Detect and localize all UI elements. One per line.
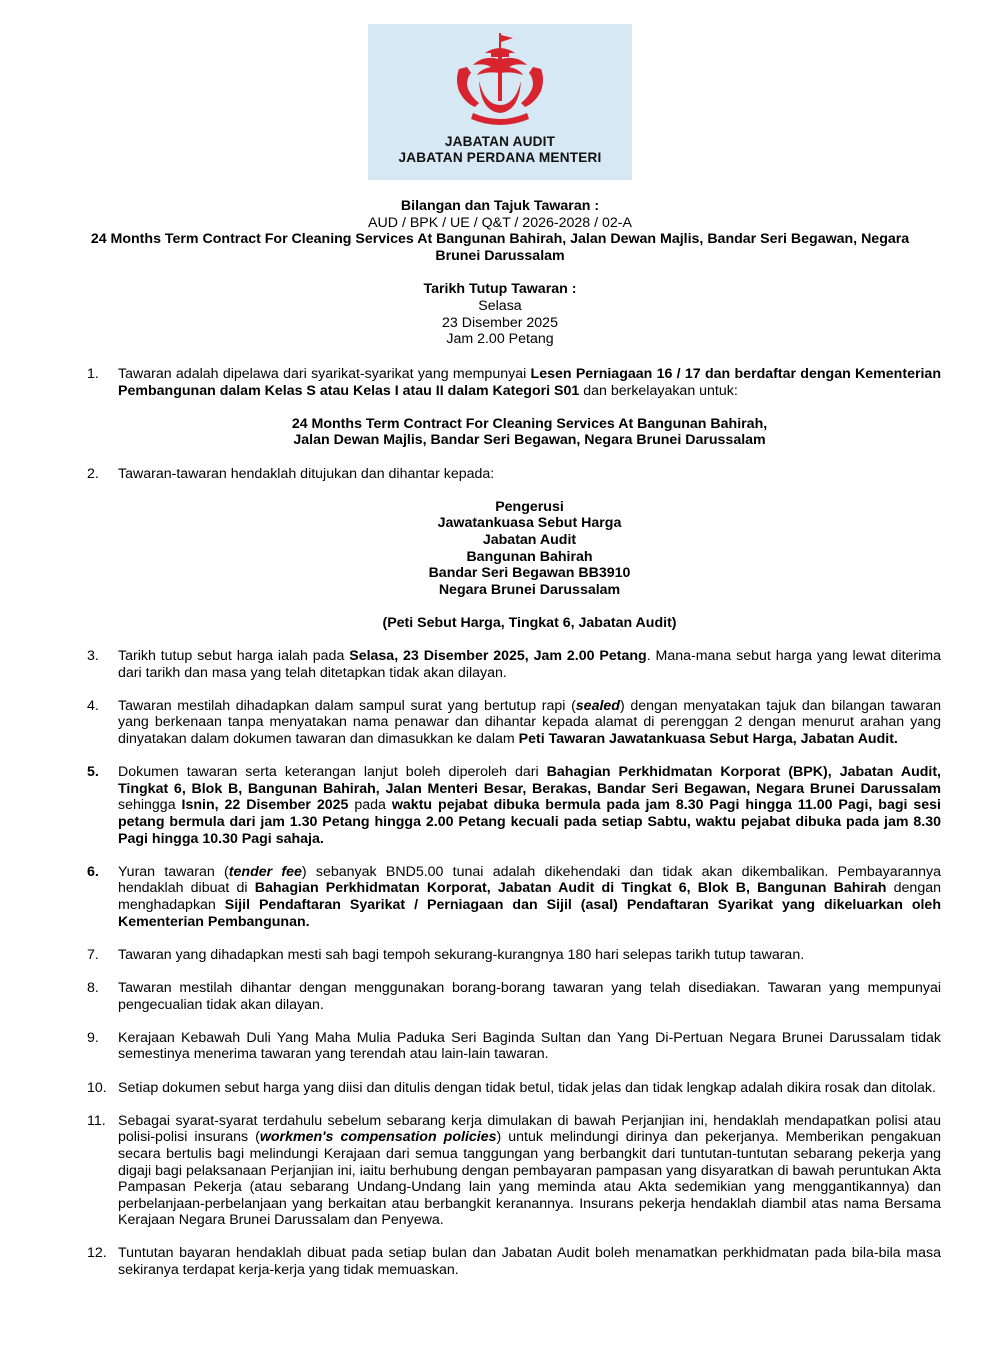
list-item-12 xyxy=(60,1245,941,1278)
item-text: Tuntutan bayaran hendaklah dibuat pada setiap bulan dan Jabatan Audit boleh menamatkan perkhidmatan pada bila-bila masa sekiranya terdapat kerja-kerja yang tidak memuaskan. xyxy=(118,1245,941,1279)
item-text: Kerajaan Kebawah Duli Yang Maha Mulia Paduka Seri Baginda Sultan dan Yang Di-Pertuan Negara Brunei Darussalam tidak semestinya menerima tawaran yang terendah atau lain-lain tawaran. xyxy=(118,1029,941,1063)
item-number: 3. xyxy=(87,648,99,665)
item-number: 5. xyxy=(87,764,99,781)
item-text: Tawaran-tawaran hendaklah ditujukan dan dihantar kepada: xyxy=(118,465,495,482)
item-text-bold: Selasa, 23 Disember 2025, Jam 2.00 Petang xyxy=(349,648,647,665)
item-text-bold: Isnin, 22 Disember 2025 xyxy=(181,797,349,814)
list-item-5 xyxy=(60,764,941,847)
item-text-bold: waktu pejabat dibuka bermula pada jam 8.30 Pagi hingga 11.00 Pagi, bagi sesi petang bermula dari jam 1.30 Petang hingga 2.00 Petang kecuali pada setiap Sabtu, waktu pejabat dibuka pada jam 8.30 Pagi hingga 10.30 Pagi sahaja. xyxy=(118,797,941,847)
address-line: Jabatan Audit xyxy=(482,531,577,548)
logo-line-1: JABATAN AUDIT xyxy=(444,134,556,149)
item-text-bold: Sijil Pendaftaran Syarikat / Perniagaan dan Sijil (asal) Pendaftaran Syarikat yang dikeluarkan oleh Kementerian Pembangunan. xyxy=(118,897,941,930)
contract-title-2: Jalan Dewan Majlis, Bandar Seri Begawan, Negara Brunei Darussalam xyxy=(293,432,766,449)
item-number: 10. xyxy=(87,1079,107,1096)
tender-header xyxy=(60,198,940,348)
list-item-6 xyxy=(60,864,941,930)
brunei-crest-icon xyxy=(445,29,555,129)
list-item-3 xyxy=(60,648,941,681)
item-text: Tawaran mestilah dihantar dengan menggunakan borang-borang tawaran yang telah disediakan. Tawaran yang mempunyai pengecualian tidak akan dilayan. xyxy=(118,979,941,1013)
item-text: ) untuk melindungi dirinya dan pekerjanya. Memberikan pengakuan secara bertulis bagi melindungi Kerajaan dari semua tanggungan yang berbangkit dari tuntutan-tuntutan sebarang pekerja yang digaji bagi pelaksanaan Perjanjian ini, iaitu berhubung dengan pembayaran pampasan yang disyaratkan di bawah peruntukan Akta Pampasan Pekerja (atau sebarang Undang-Undang lain yang meminda atau Akta sedemikian yang menggantikannya) dan perbelanjaan-perbelanjaan yang berkaitan atau berbangkit keranannya. Insurans pekerja hendaklah diambil atas nama Bersama Kerajaan Negara Brunei Darussalam dan Penyewa. xyxy=(118,1129,941,1229)
address-line: Jawatankuasa Sebut Harga xyxy=(437,515,622,532)
list-item-9 xyxy=(60,1030,941,1063)
list-item-8 xyxy=(60,980,941,1013)
item-text-bold: Bahagian Perkhidmatan Korporat, Jabatan Audit di Tingkat 6, Blok B, Bangunan Bahirah xyxy=(254,880,887,897)
item-number: 9. xyxy=(87,1029,99,1046)
item-text: pada xyxy=(348,797,392,814)
item-text-bold: Lesen Perniagaan 16 / 17 dan berdaftar dengan Kementerian Pembangunan dalam Kelas S atau Kelas I atau II dalam Kategori S01 xyxy=(118,366,941,399)
ref-number: AUD / BPK / UE / Q&T / 2026-2028 / 02-A xyxy=(368,214,632,231)
address-line: Negara Brunei Darussalam xyxy=(438,581,621,598)
item-number: 11. xyxy=(87,1112,106,1129)
list-item-7 xyxy=(60,947,941,964)
tender-box-note: (Peti Sebut Harga, Tingkat 6, Jabatan Audit) xyxy=(382,614,677,631)
contract-title-1: 24 Months Term Contract For Cleaning Services At Bangunan Bahirah, xyxy=(291,415,768,432)
item-text: Tarikh tutup sebut harga ialah pada xyxy=(118,648,350,665)
item-text-bold: Peti Tawaran Jawatankuasa Sebut Harga, Jabatan Audit. xyxy=(518,731,898,748)
terms-list xyxy=(60,366,941,1295)
item-text: Tawaran yang dihadapkan mesti sah bagi tempoh sekurang-kurangnya 180 hari selepas tarikh tutup tawaran. xyxy=(118,946,805,963)
item-text: sehingga xyxy=(118,797,182,814)
closing-label: Tarikh Tutup Tawaran : xyxy=(423,281,577,298)
list-item-1 xyxy=(60,366,941,449)
logo-line-2: JABATAN PERDANA MENTERI xyxy=(398,150,602,165)
item-text: Tawaran adalah dipelawa dari syarikat-syarikat yang mempunyai xyxy=(118,366,531,382)
item-text: dengan menghadapkan xyxy=(118,880,941,913)
item-number: 6. xyxy=(87,863,99,880)
logo-banner xyxy=(368,24,632,180)
item-text: Dokumen tawaran serta keterangan lanjut boleh diperoleh dari xyxy=(118,764,547,781)
item-text: dan berkelayakan untuk: xyxy=(579,382,738,399)
tender-title-line-1: 24 Months Term Contract For Cleaning Services At Bangunan Bahirah, Jalan Dewan Majlis, Bandar Seri Begawan, Negara xyxy=(90,231,910,248)
item-text: ) sebanyak BND5.00 tunai adalah dikehendaki dan tidak akan dikembalikan. Pembayarannya hendaklah dibuat di xyxy=(118,863,941,897)
list-item-10 xyxy=(60,1080,941,1097)
item-text-bold-italic: tender fee xyxy=(228,863,302,880)
item-text: Yuran tawaran ( xyxy=(118,863,229,880)
item-text-bold-italic: sealed xyxy=(575,697,620,714)
ref-label: Bilangan dan Tajuk Tawaran : xyxy=(400,198,600,214)
address-line: Bangunan Bahirah xyxy=(466,548,593,565)
item-text: . Mana-mana sebut harga yang lewat diterima dari tarikh dan masa yang telah ditetapkan tidak akan dilayan. xyxy=(118,648,941,681)
item-text: Sebagai syarat-syarat terdahulu sebelum sebarang kerja dimulakan di bawah Perjanjian ini, hendaklah mendapatkan polisi atau polisi-polisi insurans ( xyxy=(118,1112,941,1146)
closing-day: Selasa xyxy=(478,297,522,314)
item-text: ) dengan menyatakan tajuk dan bilangan tawaran yang berkenaan tanpa menyatakan nama penawar dan dihantar kepada alamat di perenggan 2 dengan menurut arahan yang dinyatakan dalam dokumen tawaran dan dimasukkan ke dalam xyxy=(118,697,941,748)
item-text-bold-italic: workmen's compensation policies xyxy=(259,1129,497,1146)
address-line: Pengerusi xyxy=(495,498,564,515)
item-number: 12. xyxy=(87,1245,107,1262)
closing-time: Jam 2.00 Petang xyxy=(446,331,554,348)
item-number: 1. xyxy=(87,366,99,382)
item-text: Setiap dokumen sebut harga yang diisi dan ditulis dengan tidak betul, tidak jelas dan tidak lengkap adalah dikira rosak dan ditolak. xyxy=(118,1079,936,1096)
list-item-2 xyxy=(60,466,941,632)
tender-title-line-2: Brunei Darussalam xyxy=(435,247,565,264)
list-item-4 xyxy=(60,698,941,748)
address-line: Bandar Seri Begawan BB3910 xyxy=(428,565,631,582)
item-number: 7. xyxy=(87,946,99,963)
item-number: 4. xyxy=(87,697,99,714)
item-text: Tawaran mestilah dihadapkan dalam sampul surat yang bertutup rapi ( xyxy=(118,697,576,714)
closing-date: 23 Disember 2025 xyxy=(442,314,558,331)
item-number: 2. xyxy=(87,465,99,482)
list-item-11 xyxy=(60,1113,941,1229)
item-number: 8. xyxy=(87,979,99,996)
item-text-bold: Bahagian Perkhidmatan Korporat (BPK), Jabatan Audit, Tingkat 6, Blok B, Bangunan Bahirah, Jalan Menteri Besar, Berakas, Bandar Seri Begawan, Negara Brunei Darussalam xyxy=(118,764,942,797)
